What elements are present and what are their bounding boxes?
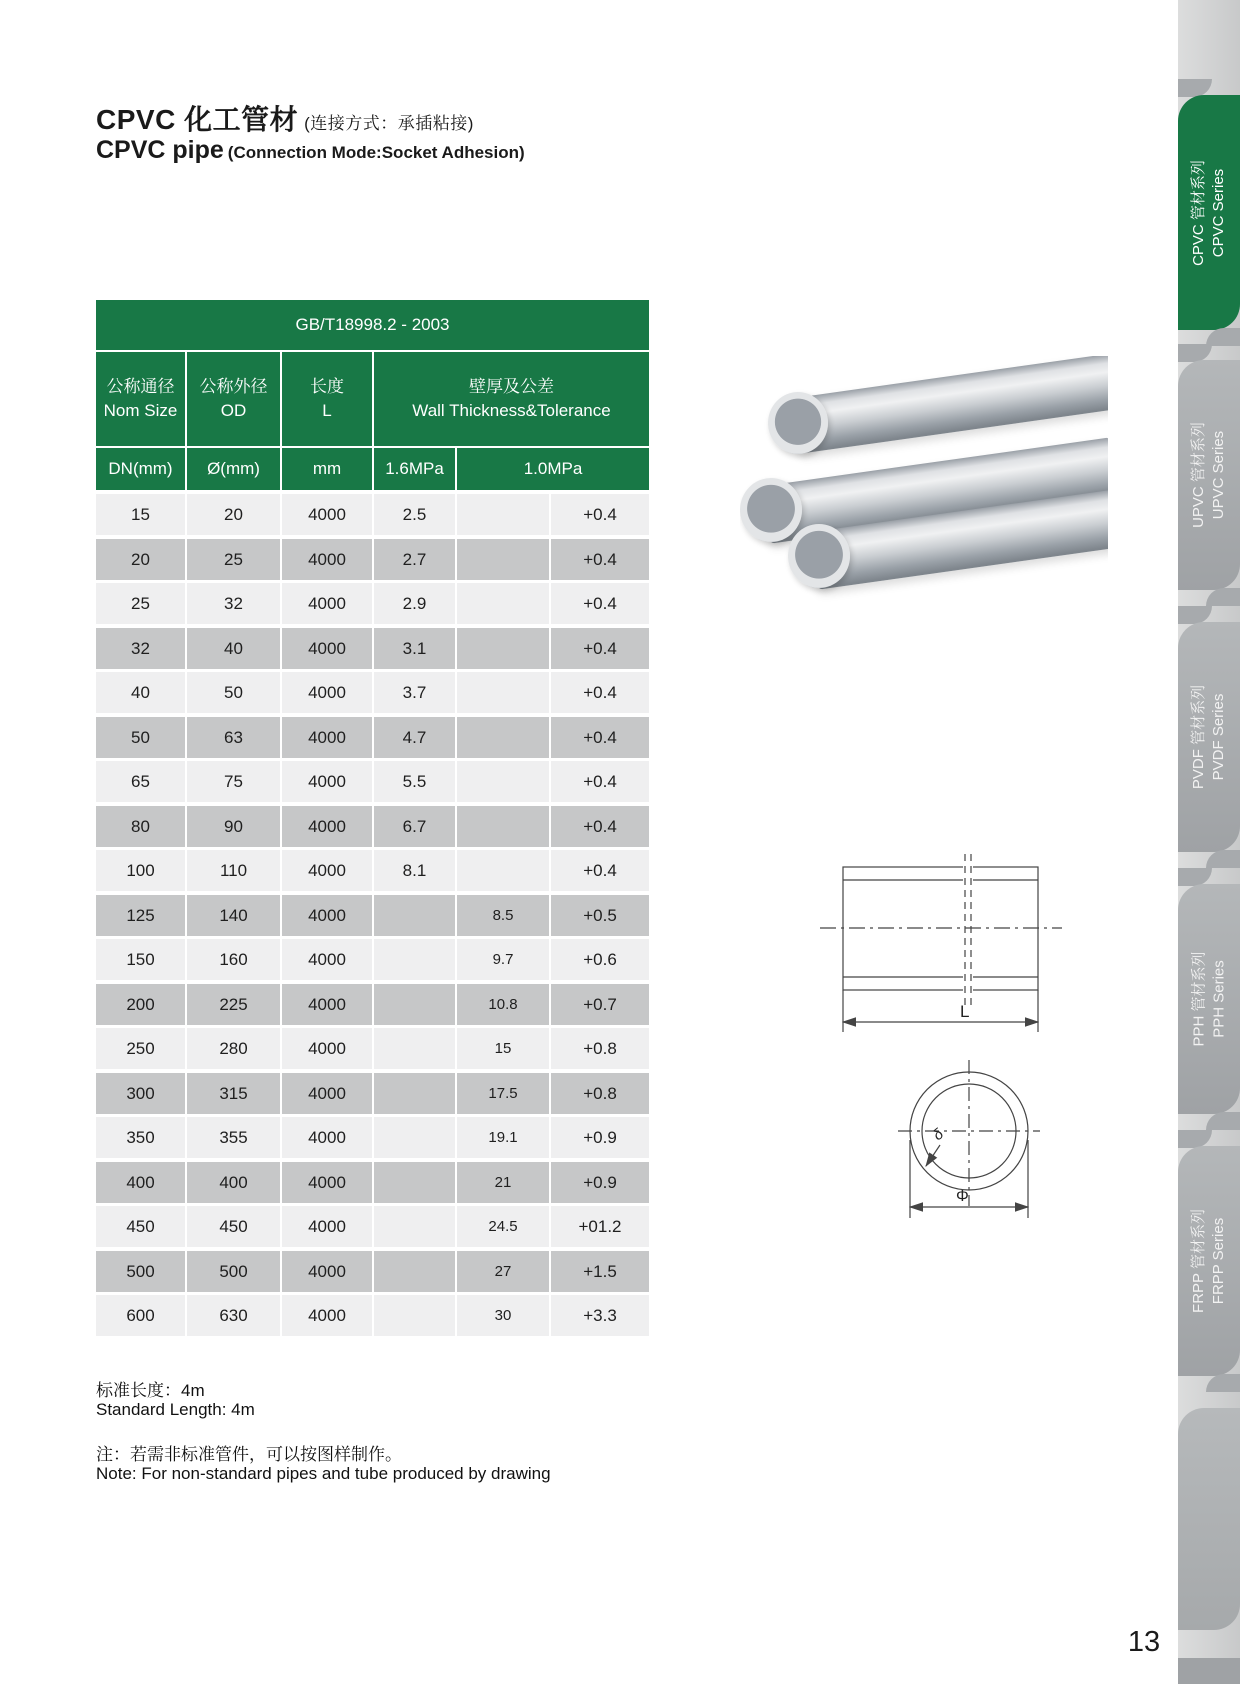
table-row <box>96 939 649 980</box>
cell-od: 355 <box>187 1117 280 1158</box>
cell-mpa10: 10.8 <box>457 984 549 1025</box>
pipe-end-bottom <box>788 524 850 588</box>
cell-tolerance: +0.8 <box>551 1028 649 1069</box>
sidebar-tab-label: PPH 管材系列 PPH Series <box>1190 951 1228 1047</box>
cell-od: 280 <box>187 1028 280 1069</box>
cell-mpa16: 2.7 <box>374 539 455 580</box>
cell-mpa10: 15 <box>457 1028 549 1069</box>
cell-od: 90 <box>187 806 280 847</box>
cell-mpa16 <box>374 984 455 1025</box>
table-header-row <box>96 352 649 446</box>
pipe-end-top <box>768 392 828 454</box>
table-row <box>96 1206 649 1247</box>
table-row <box>96 628 649 669</box>
cell-length: 4000 <box>282 672 372 713</box>
col-header-wall-en: Wall Thickness&Tolerance <box>412 401 611 420</box>
cell-dn: 150 <box>96 939 185 980</box>
cell-tolerance: +1.5 <box>551 1251 649 1292</box>
cell-dn: 300 <box>96 1073 185 1114</box>
table-row <box>96 1162 649 1203</box>
sidebar-tab-upvc[interactable] <box>1178 360 1240 590</box>
cell-tolerance: +0.8 <box>551 1073 649 1114</box>
cell-length: 4000 <box>282 939 372 980</box>
cell-mpa10 <box>457 761 549 802</box>
cell-tolerance: +0.9 <box>551 1117 649 1158</box>
cell-length: 4000 <box>282 1073 372 1114</box>
cell-dn: 500 <box>96 1251 185 1292</box>
cell-od: 160 <box>187 939 280 980</box>
spec-table <box>96 300 649 1340</box>
cell-length: 4000 <box>282 1162 372 1203</box>
cell-mpa10: 30 <box>457 1295 549 1336</box>
cell-dn: 20 <box>96 539 185 580</box>
sidebar-tab-label: UPVC 管材系列 UPVC Series <box>1190 422 1227 528</box>
cell-mpa10 <box>457 672 549 713</box>
table-row <box>96 583 649 624</box>
cell-mpa16: 4.7 <box>374 717 455 758</box>
cell-od: 20 <box>187 494 280 535</box>
table-row <box>96 1295 649 1336</box>
sidebar-tab-label: CPVC 管材系列 CPVC Series <box>1190 159 1227 266</box>
cell-dn: 600 <box>96 1295 185 1336</box>
cell-tolerance: +0.4 <box>551 583 649 624</box>
table-row <box>96 1117 649 1158</box>
table-row <box>96 761 649 802</box>
cell-tolerance: +0.4 <box>551 806 649 847</box>
sidebar-tab-frpp[interactable] <box>1178 1146 1240 1376</box>
sidebar-tab-label: FRPP 管材系列 FRPP Series <box>1190 1209 1227 1313</box>
cell-mpa16: 6.7 <box>374 806 455 847</box>
standard-length-note-cn: 标准长度：4m <box>96 1381 205 1400</box>
table-row <box>96 672 649 713</box>
cell-length: 4000 <box>282 583 372 624</box>
cell-tolerance: +0.4 <box>551 672 649 713</box>
cell-mpa16 <box>374 1162 455 1203</box>
table-row <box>96 1251 649 1292</box>
cell-mpa16 <box>374 1117 455 1158</box>
pipe-image-top <box>792 356 1108 454</box>
cell-dn: 250 <box>96 1028 185 1069</box>
sidebar-end-block <box>1178 1408 1240 1630</box>
col-header-length <box>282 352 372 446</box>
cell-od: 450 <box>187 1206 280 1247</box>
cell-mpa10: 19.1 <box>457 1117 549 1158</box>
sidebar-tab-cpvc[interactable] <box>1178 95 1240 330</box>
cell-od: 40 <box>187 628 280 669</box>
cell-tolerance: +0.6 <box>551 939 649 980</box>
cell-dn: 400 <box>96 1162 185 1203</box>
page-title-en-note: (Connection Mode:Socket Adhesion) <box>227 143 525 162</box>
cell-od: 140 <box>187 895 280 936</box>
cell-dn: 350 <box>96 1117 185 1158</box>
cell-length: 4000 <box>282 1251 372 1292</box>
table-row <box>96 895 649 936</box>
cell-dn: 200 <box>96 984 185 1025</box>
table-row <box>96 717 649 758</box>
cell-length: 4000 <box>282 806 372 847</box>
col-header-length-en: L <box>322 401 332 420</box>
cell-mpa10: 27 <box>457 1251 549 1292</box>
cell-mpa16 <box>374 895 455 936</box>
cell-length: 4000 <box>282 717 372 758</box>
cell-mpa10 <box>457 850 549 891</box>
cell-od: 25 <box>187 539 280 580</box>
wall-thickness-label: δ <box>929 1125 947 1145</box>
col-header-od-en: OD <box>220 401 247 420</box>
table-row <box>96 1073 649 1114</box>
cell-mpa16: 2.9 <box>374 583 455 624</box>
cell-tolerance: +0.4 <box>551 850 649 891</box>
pipe-section-drawing <box>898 1060 1040 1218</box>
cell-mpa16: 3.7 <box>374 672 455 713</box>
table-subheader-row <box>96 448 649 490</box>
length-dimension-label: L <box>960 1002 970 1021</box>
cell-length: 4000 <box>282 1117 372 1158</box>
cell-length: 4000 <box>282 1206 372 1247</box>
sidebar-tab-pvdf[interactable] <box>1178 622 1240 852</box>
subheader-od: Ø(mm) <box>187 448 280 490</box>
table-standard-header: GB/T18998.2 - 2003 <box>96 300 649 350</box>
cell-dn: 25 <box>96 583 185 624</box>
cell-od: 225 <box>187 984 280 1025</box>
cell-dn: 125 <box>96 895 185 936</box>
nonstandard-note-cn: 注：若需非标准管件，可以按图样制作。 <box>96 1445 402 1464</box>
cell-mpa16 <box>374 939 455 980</box>
cell-length: 4000 <box>282 1295 372 1336</box>
cell-mpa16: 2.5 <box>374 494 455 535</box>
cell-mpa10: 17.5 <box>457 1073 549 1114</box>
page-title-cn <box>96 98 474 138</box>
sidebar-tab-label: PVDF 管材系列 PVDF Series <box>1190 684 1227 790</box>
cell-mpa16: 8.1 <box>374 850 455 891</box>
diameter-dimension-label: Φ <box>956 1188 969 1205</box>
cell-length: 4000 <box>282 850 372 891</box>
cell-mpa16 <box>374 1206 455 1247</box>
page-title-cn-text: CPVC 化工管材 <box>96 104 299 135</box>
cell-dn: 80 <box>96 806 185 847</box>
cell-tolerance: +0.4 <box>551 628 649 669</box>
cell-tolerance: +0.4 <box>551 761 649 802</box>
cell-od: 32 <box>187 583 280 624</box>
col-header-od <box>187 352 280 446</box>
technical-drawings <box>760 840 1090 1240</box>
page-title-cn-note: (连接方式：承插粘接) <box>304 114 474 133</box>
cell-od: 400 <box>187 1162 280 1203</box>
subheader-10mpa: 1.0MPa <box>457 448 649 490</box>
cell-mpa16 <box>374 1028 455 1069</box>
cell-mpa16 <box>374 1073 455 1114</box>
table-row <box>96 1028 649 1069</box>
cell-mpa10: 8.5 <box>457 895 549 936</box>
cell-length: 4000 <box>282 761 372 802</box>
cell-tolerance: +0.9 <box>551 1162 649 1203</box>
cell-length: 4000 <box>282 895 372 936</box>
cell-mpa10 <box>457 583 549 624</box>
cell-mpa10 <box>457 806 549 847</box>
cell-dn: 65 <box>96 761 185 802</box>
cell-od: 50 <box>187 672 280 713</box>
cell-mpa16 <box>374 1251 455 1292</box>
cell-mpa10: 21 <box>457 1162 549 1203</box>
cell-tolerance: +0.4 <box>551 494 649 535</box>
col-header-wall-thickness <box>374 352 649 446</box>
table-body <box>96 494 649 1336</box>
cell-od: 315 <box>187 1073 280 1114</box>
cell-od: 500 <box>187 1251 280 1292</box>
table-row <box>96 850 649 891</box>
cell-dn: 40 <box>96 672 185 713</box>
cell-od: 75 <box>187 761 280 802</box>
cell-mpa16: 5.5 <box>374 761 455 802</box>
cell-mpa16 <box>374 1295 455 1336</box>
cell-tolerance: +0.4 <box>551 717 649 758</box>
cell-dn: 15 <box>96 494 185 535</box>
cell-length: 4000 <box>282 628 372 669</box>
cell-dn: 32 <box>96 628 185 669</box>
cell-mpa16: 3.1 <box>374 628 455 669</box>
cell-mpa10 <box>457 539 549 580</box>
cell-tolerance: +0.5 <box>551 895 649 936</box>
page-title-en-text: CPVC pipe <box>96 136 224 164</box>
cell-tolerance: +3.3 <box>551 1295 649 1336</box>
cell-tolerance: +01.2 <box>551 1206 649 1247</box>
sidebar-tab-pph[interactable] <box>1178 884 1240 1114</box>
pipe-end-middle <box>740 478 802 542</box>
subheader-mm: mm <box>282 448 372 490</box>
cell-mpa10 <box>457 628 549 669</box>
cell-od: 63 <box>187 717 280 758</box>
table-row <box>96 539 649 580</box>
cell-dn: 450 <box>96 1206 185 1247</box>
col-header-nom-en: Nom Size <box>103 401 178 420</box>
cell-length: 4000 <box>282 1028 372 1069</box>
col-header-od-cn: 公称外径 <box>199 377 268 396</box>
pipes-photo <box>740 356 1108 624</box>
col-header-wall-cn: 壁厚及公差 <box>469 377 554 396</box>
sidebar-bottom-corner <box>1178 1658 1240 1684</box>
cell-mpa10 <box>457 717 549 758</box>
cell-mpa10 <box>457 494 549 535</box>
cell-dn: 50 <box>96 717 185 758</box>
cell-dn: 100 <box>96 850 185 891</box>
table-row <box>96 806 649 847</box>
table-row <box>96 984 649 1025</box>
nonstandard-note-en: Note: For non-standard pipes and tube produced by drawing <box>96 1464 551 1483</box>
cell-od: 110 <box>187 850 280 891</box>
cell-tolerance: +0.4 <box>551 539 649 580</box>
cell-length: 4000 <box>282 539 372 580</box>
cell-mpa10: 24.5 <box>457 1206 549 1247</box>
col-header-length-cn: 长度 <box>310 377 344 396</box>
subheader-dn: DN(mm) <box>96 448 185 490</box>
page-title-en <box>96 136 525 165</box>
subheader-16mpa: 1.6MPa <box>374 448 455 490</box>
standard-length-note-en: Standard Length: 4m <box>96 1400 255 1419</box>
cell-length: 4000 <box>282 494 372 535</box>
page-number: 13 <box>1127 1626 1161 1658</box>
cell-tolerance: +0.7 <box>551 984 649 1025</box>
cell-mpa10: 9.7 <box>457 939 549 980</box>
col-header-nom-cn: 公称通径 <box>106 377 175 396</box>
col-header-nom-size <box>96 352 185 446</box>
cell-length: 4000 <box>282 984 372 1025</box>
cell-od: 630 <box>187 1295 280 1336</box>
table-row <box>96 494 649 535</box>
pipe-side-view-drawing <box>820 854 1062 1032</box>
